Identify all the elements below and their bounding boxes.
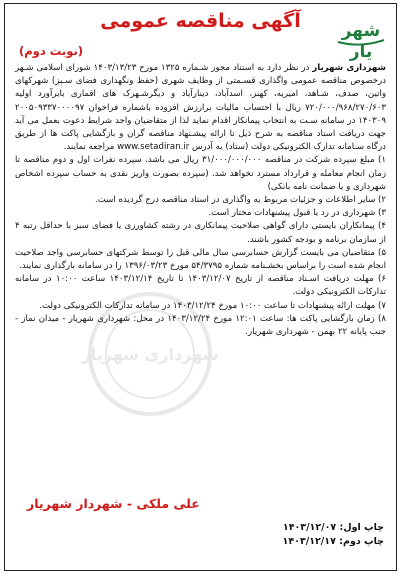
notice-title: آگهی مناقصه عمومی [100,10,301,32]
condition-item: ۸) زمان بازگشایی پاکت ها: ساعت ۱۲:۰۱ مورخ ۱۴۰۳/۱۲/۲۴ در محل: شهرداری شهریار - میدان نماز - جنب پایانه ۲۲ بهمن - شهرداری شهریار. [15,313,386,338]
conditions-list [15,154,386,339]
second-print-date: چاپ دوم: ۱۴۰۳/۱۲/۱۷ [282,536,384,547]
svg-text:یار: یار [349,42,373,62]
publication-dates [283,521,384,549]
shahriar-logo-icon [332,12,390,64]
intro-text: در نظر دارد به استناد مجوز شـماره ۱۳۲۵ مورخ ۱۴۰۳/۱۳/۲۳ شورای اسلامی شـهر درخصوص مناقصه عمومی واگذاری قسـمتی از وظایف شهری (حفظ ونگهداری فضای سـبز) شهرکهای واتین، صدف، شـاهد، امیریه، کهنز، اسدآباد، دینارآباد و دیگرشـهرک های اقماری بابرآورد اولیه ۷۲۰/۰۰۰/۹۶۸/۲۷۰/۶۰۳ ریال با احتساب مالیات برارزش افزوده باشماره فراخوان ۲۰۰۵۰۹۳۳۷۰۰۰۰۹۷ ۱۴۰۳۰۹ در سامانه سـت به انتخاب پیمانکار اقدام نماید لذا از متقاضیان واجد شرایط دعوت بعمل می آید جهت دریافت اسناد مناقصه به شرح ذیل تا ارائه پیشـنهاد مناقصه گران و بازگشایی پاکت ها از طریق درگاه سـامانه تدارک الکترونیکی دولت (ستاد) به آدرس www.setadiran.ir مراجعه نمایند. [15,63,386,153]
intro-org: شهرداری شهریار [312,63,386,73]
notice-body [15,62,386,339]
condition-item: ۱) مبلغ سپرده شرکت در مناقصه ۳۱/۰۰۰/۰۰۰/۰۰۰ ریال می باشد. سپرده نفرات اول و دوم مناقصه تا زمان انجام معامله و قرارداد مسترد نخواهد شد. (سپرده بصورت واریز نقدی به حساب سپرده اشخاص شهرداری و یا ضمانت نامه بانکی) [15,155,386,192]
intro-paragraph [15,62,386,154]
first-print-date: چاپ اول: ۱۴۰۳/۱۲/۰۷ [282,522,384,533]
condition-item: ۷) مهلت ارائه پیشنهادات تا ساعت ۱۰:۰۰ مورخ ۱۴۰۳/۱۲/۲۴ در سامانه تدارکات الکترونیکی دولت. [39,300,386,311]
condition-item: ۲) سایر اطلاعات و جزئیات مربوط به واگذاری در اسناد مناقصه درج گردیده است. [95,195,386,206]
signer-name: علی ملکی - شهردار شهریار [27,496,200,511]
notice-page [4,3,397,571]
svg-text:شهر: شهر [341,21,381,41]
notice-round: (نوبت دوم) [19,44,84,58]
condition-item: ۳) شهرداری در رد یا قبول پیشنهادات مختار است. [208,208,386,219]
svg-text:شهرداری شهریار: شهرداری شهریار [81,345,219,364]
condition-item: ۶) مهلت دریافت اسـناد مناقصه از تاریخ ۱۴۰۳/۱۲/۰۷ تا تاریخ ۱۴۰۳/۱۲/۱۴ ساعت ۱۰:۰۰ در سامانه تدارکات الکترونیکی دولت. [15,274,386,298]
condition-item: ۵) متقاضیان می بایست گزارش حسابرسی سال مالی قبل را توسط شرکتهای حسابرسی واجد صلاحیت انجام شده است را براساس بخشـنامه شماره ۵۴/۳۷۹۵ مورخ ۱۳۹۶/۰۳/۲۳ را در سامانه بارگذاری نمایند. [15,247,386,272]
condition-item: ۴) پیمانکاران بایستی دارای گواهی صلاحیت پیمانکاری در رشته کشاورزی یا فضای سبز با حداقل رتبه ۴ از سازمان برنامه و بودجه کشور باشند. [15,221,386,245]
